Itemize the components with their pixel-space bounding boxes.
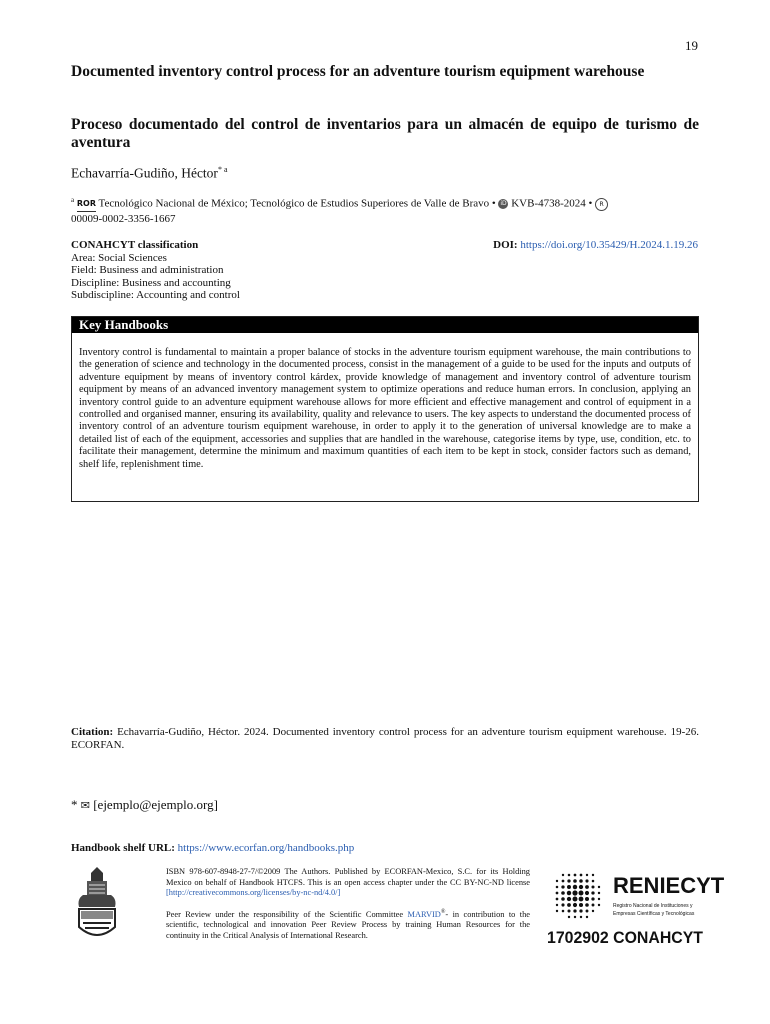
reniecyt-dot xyxy=(592,874,594,876)
affiliation xyxy=(71,193,699,227)
shelf-link[interactable]: https://www.ecorfan.org/handbooks.php xyxy=(177,842,355,854)
reniecyt-dot xyxy=(586,874,588,876)
reniecyt-dot xyxy=(579,885,583,889)
reniecyt-dots xyxy=(556,874,601,919)
reniecyt-dot xyxy=(568,916,570,918)
reniecyt-dot xyxy=(562,910,565,913)
reniecyt-logo xyxy=(545,865,725,947)
reniecyt-dot xyxy=(579,909,582,912)
reniecyt-dot xyxy=(579,891,584,896)
citation xyxy=(71,726,699,752)
reniecyt-dot xyxy=(567,891,571,895)
reniecyt-dot xyxy=(579,897,584,902)
license-paragraph xyxy=(166,867,530,899)
reniecyt-dot xyxy=(591,897,594,900)
classification-heading: CONAHCYT classification xyxy=(71,239,199,251)
doi-label: DOI: xyxy=(493,239,518,251)
orcid-number: 00009-0002-3356-1667 xyxy=(71,213,176,226)
doi-link[interactable]: https://doi.org/10.35429/H.2024.1.19.26 xyxy=(520,239,698,251)
reniecyt-dot xyxy=(573,897,578,902)
reniecyt-dot xyxy=(556,910,558,912)
title-spanish: Proceso documentado del control de inventarios para un almacén de equipo de turismo de aventura xyxy=(71,116,699,151)
license-link[interactable]: [http://creativecommons.org/licenses/by-nc-nd/4.0/] xyxy=(166,888,341,898)
reniecyt-dot xyxy=(556,904,558,906)
reniecyt-dot xyxy=(591,885,594,888)
reniecyt-dot xyxy=(580,916,582,918)
reniecyt-dot xyxy=(592,910,594,912)
marvid-link[interactable]: MARVID xyxy=(407,909,441,919)
classification-discipline: Discipline: Business and accounting xyxy=(71,276,231,289)
reniecyt-dot xyxy=(556,886,559,889)
key-handbooks-text: Inventory control is fundamental to maintain a proper balance of stocks in the adventure tourism equipment warehouse, the main contributions to the generation of science and technology in the documented process, consist in the management of a guide to be used for the inputs and outputs of adventure equipment by means of inventory control kárdex, provide knowledge of management and inventory control of adventure tourism equipment by means of an advanced inventory management system to optimize operations and reduce human errors. In conclusion, applying an inventory control guide to an adventure equipment warehouse allows for more efficient and effective management and control of equipment in a controlled and organised manner, ensuring its availability, quality and relevance to users. The key aspects to understand the documented process of inventory control of an adventure tourism equipment warehouse, in order to apply it to the generation of universal knowledge are to make a detailed list of each of the equipment, accessories and supplies that are handled in the warehouse, categorise items by type, use, condition, etc. to facilitate their management, determine the minimum and maximum quantities of each item to be kept in stock, consider factors such as demand, shelf life, replenishment time. xyxy=(79,347,691,470)
reniecyt-dot xyxy=(567,879,570,882)
page-number: 19 xyxy=(685,38,698,53)
reniecyt-dot xyxy=(585,897,589,901)
reniecyt-dot xyxy=(561,897,565,901)
email-prefix: * xyxy=(71,797,78,812)
reniecyt-name: RENIECYT xyxy=(613,873,725,898)
reniecyt-dot xyxy=(579,879,583,883)
reniecyt-dot xyxy=(568,874,571,877)
reniecyt-dot xyxy=(562,874,564,876)
reniecyt-dot xyxy=(561,903,564,906)
author-line xyxy=(71,165,228,182)
reniecyt-dot xyxy=(585,903,589,907)
reniecyt-dot xyxy=(586,910,589,913)
reniecyt-dot xyxy=(585,891,589,895)
classification-block xyxy=(71,239,240,302)
reniecyt-dot xyxy=(572,890,577,895)
reniecyt-dot xyxy=(598,892,600,894)
author-marks: * a xyxy=(217,165,228,174)
peer-review-text: Peer Review under the responsibility of the Scientific Committee xyxy=(166,909,404,919)
reniecyt-subtitle-2: Empresas Científicas y Tecnológicas xyxy=(613,911,695,917)
reniecyt-dot xyxy=(574,916,576,918)
reniecyt-dot xyxy=(585,885,589,889)
email-line xyxy=(71,797,218,813)
email-address[interactable]: [ejemplo@ejemplo.org] xyxy=(93,797,218,812)
classification-field: Field: Business and administration xyxy=(71,264,224,277)
reniecyt-dot xyxy=(598,898,600,900)
reniecyt-dot xyxy=(573,885,577,889)
key-handbooks-box xyxy=(71,316,699,502)
reniecyt-dot xyxy=(573,879,577,883)
affiliation-mark: a xyxy=(71,196,75,204)
ecorfan-crest-logo xyxy=(73,865,121,945)
reniecyt-dot xyxy=(573,909,576,912)
doi-line xyxy=(493,239,698,251)
reniecyt-subtitle-1: Registro Nacional de Instituciones y xyxy=(613,903,693,909)
classification-area: Area: Social Sciences xyxy=(71,251,167,264)
reniecyt-dot xyxy=(586,916,588,918)
reniecyt-dot xyxy=(556,880,558,882)
key-handbooks-heading: Key Handbooks xyxy=(72,317,698,333)
citation-text: Echavarría-Gudiño, Héctor. 2024. Documented inventory control process for an adventure tourism equipment warehouse. 19-26. ECORFAN. xyxy=(71,726,699,751)
reniecyt-dot xyxy=(561,885,564,888)
classification-subdiscipline: Subdiscipline: Accounting and control xyxy=(71,289,240,302)
reniecyt-dot xyxy=(585,879,588,882)
reniecyt-dot xyxy=(579,903,583,907)
affiliation-text: Tecnológico Nacional de México; Tecnológico de Estudios Superiores de Valle de Bravo • xyxy=(98,197,496,210)
kvb-id: KVB-4738-2024 • xyxy=(511,197,593,210)
reniecyt-dot xyxy=(598,886,600,888)
reniecyt-dot xyxy=(598,904,600,906)
reniecyt-dot xyxy=(591,891,594,894)
reniecyt-dot xyxy=(556,898,559,901)
license-block xyxy=(166,867,530,949)
reniecyt-dot xyxy=(562,880,565,883)
reniecyt-dot xyxy=(574,874,577,877)
reniecyt-dot xyxy=(592,904,595,907)
reniecyt-dot xyxy=(567,903,571,907)
license-text: ISBN 978-607-8948-27-7/©2009 The Authors. Published by ECORFAN-Mexico, S.C. for its Holding Mexico on behalf of Handbook HTCFS. This is an open access chapter under the CC BY-NC-ND license xyxy=(166,867,530,887)
reniecyt-dot xyxy=(567,909,570,912)
title-english: Documented inventory control process for an adventure tourism equipment warehouse xyxy=(71,63,645,80)
envelope-icon: ✉ xyxy=(80,799,90,812)
reniecyt-dot xyxy=(561,891,565,895)
researcherid-icon[interactable]: R xyxy=(595,198,608,211)
reniecyt-dot xyxy=(580,874,583,877)
citation-label: Citation: xyxy=(71,726,114,738)
reniecyt-dot xyxy=(556,892,559,895)
reniecyt-dot xyxy=(567,897,571,901)
author-name: Echavarría-Gudiño, Héctor xyxy=(71,165,218,181)
shelf-label: Handbook shelf URL: xyxy=(71,842,175,854)
peer-review-text-2: - in contribution to the scientific, technological and innovation Peer Review Process by training Human Resources for the continuity in the Critical Analysis of International Research. xyxy=(166,909,530,940)
peer-review-paragraph: Peer Review under the responsibility of the Scientific Committee MARVID®- in contribution to the scientific, technological and innovation Peer Review Process by training Human Resources for the continuity in the Critical Analysis of International Research. xyxy=(166,908,530,940)
reniecyt-number: 1702902 CONAHCYT xyxy=(547,928,704,947)
reniecyt-dot xyxy=(573,903,577,907)
handbook-shelf xyxy=(71,842,354,854)
ror-icon[interactable]: ROR xyxy=(77,196,96,212)
orcid-icon[interactable]: iD xyxy=(500,200,507,208)
reniecyt-dot xyxy=(592,880,595,883)
reniecyt-dot xyxy=(567,885,571,889)
